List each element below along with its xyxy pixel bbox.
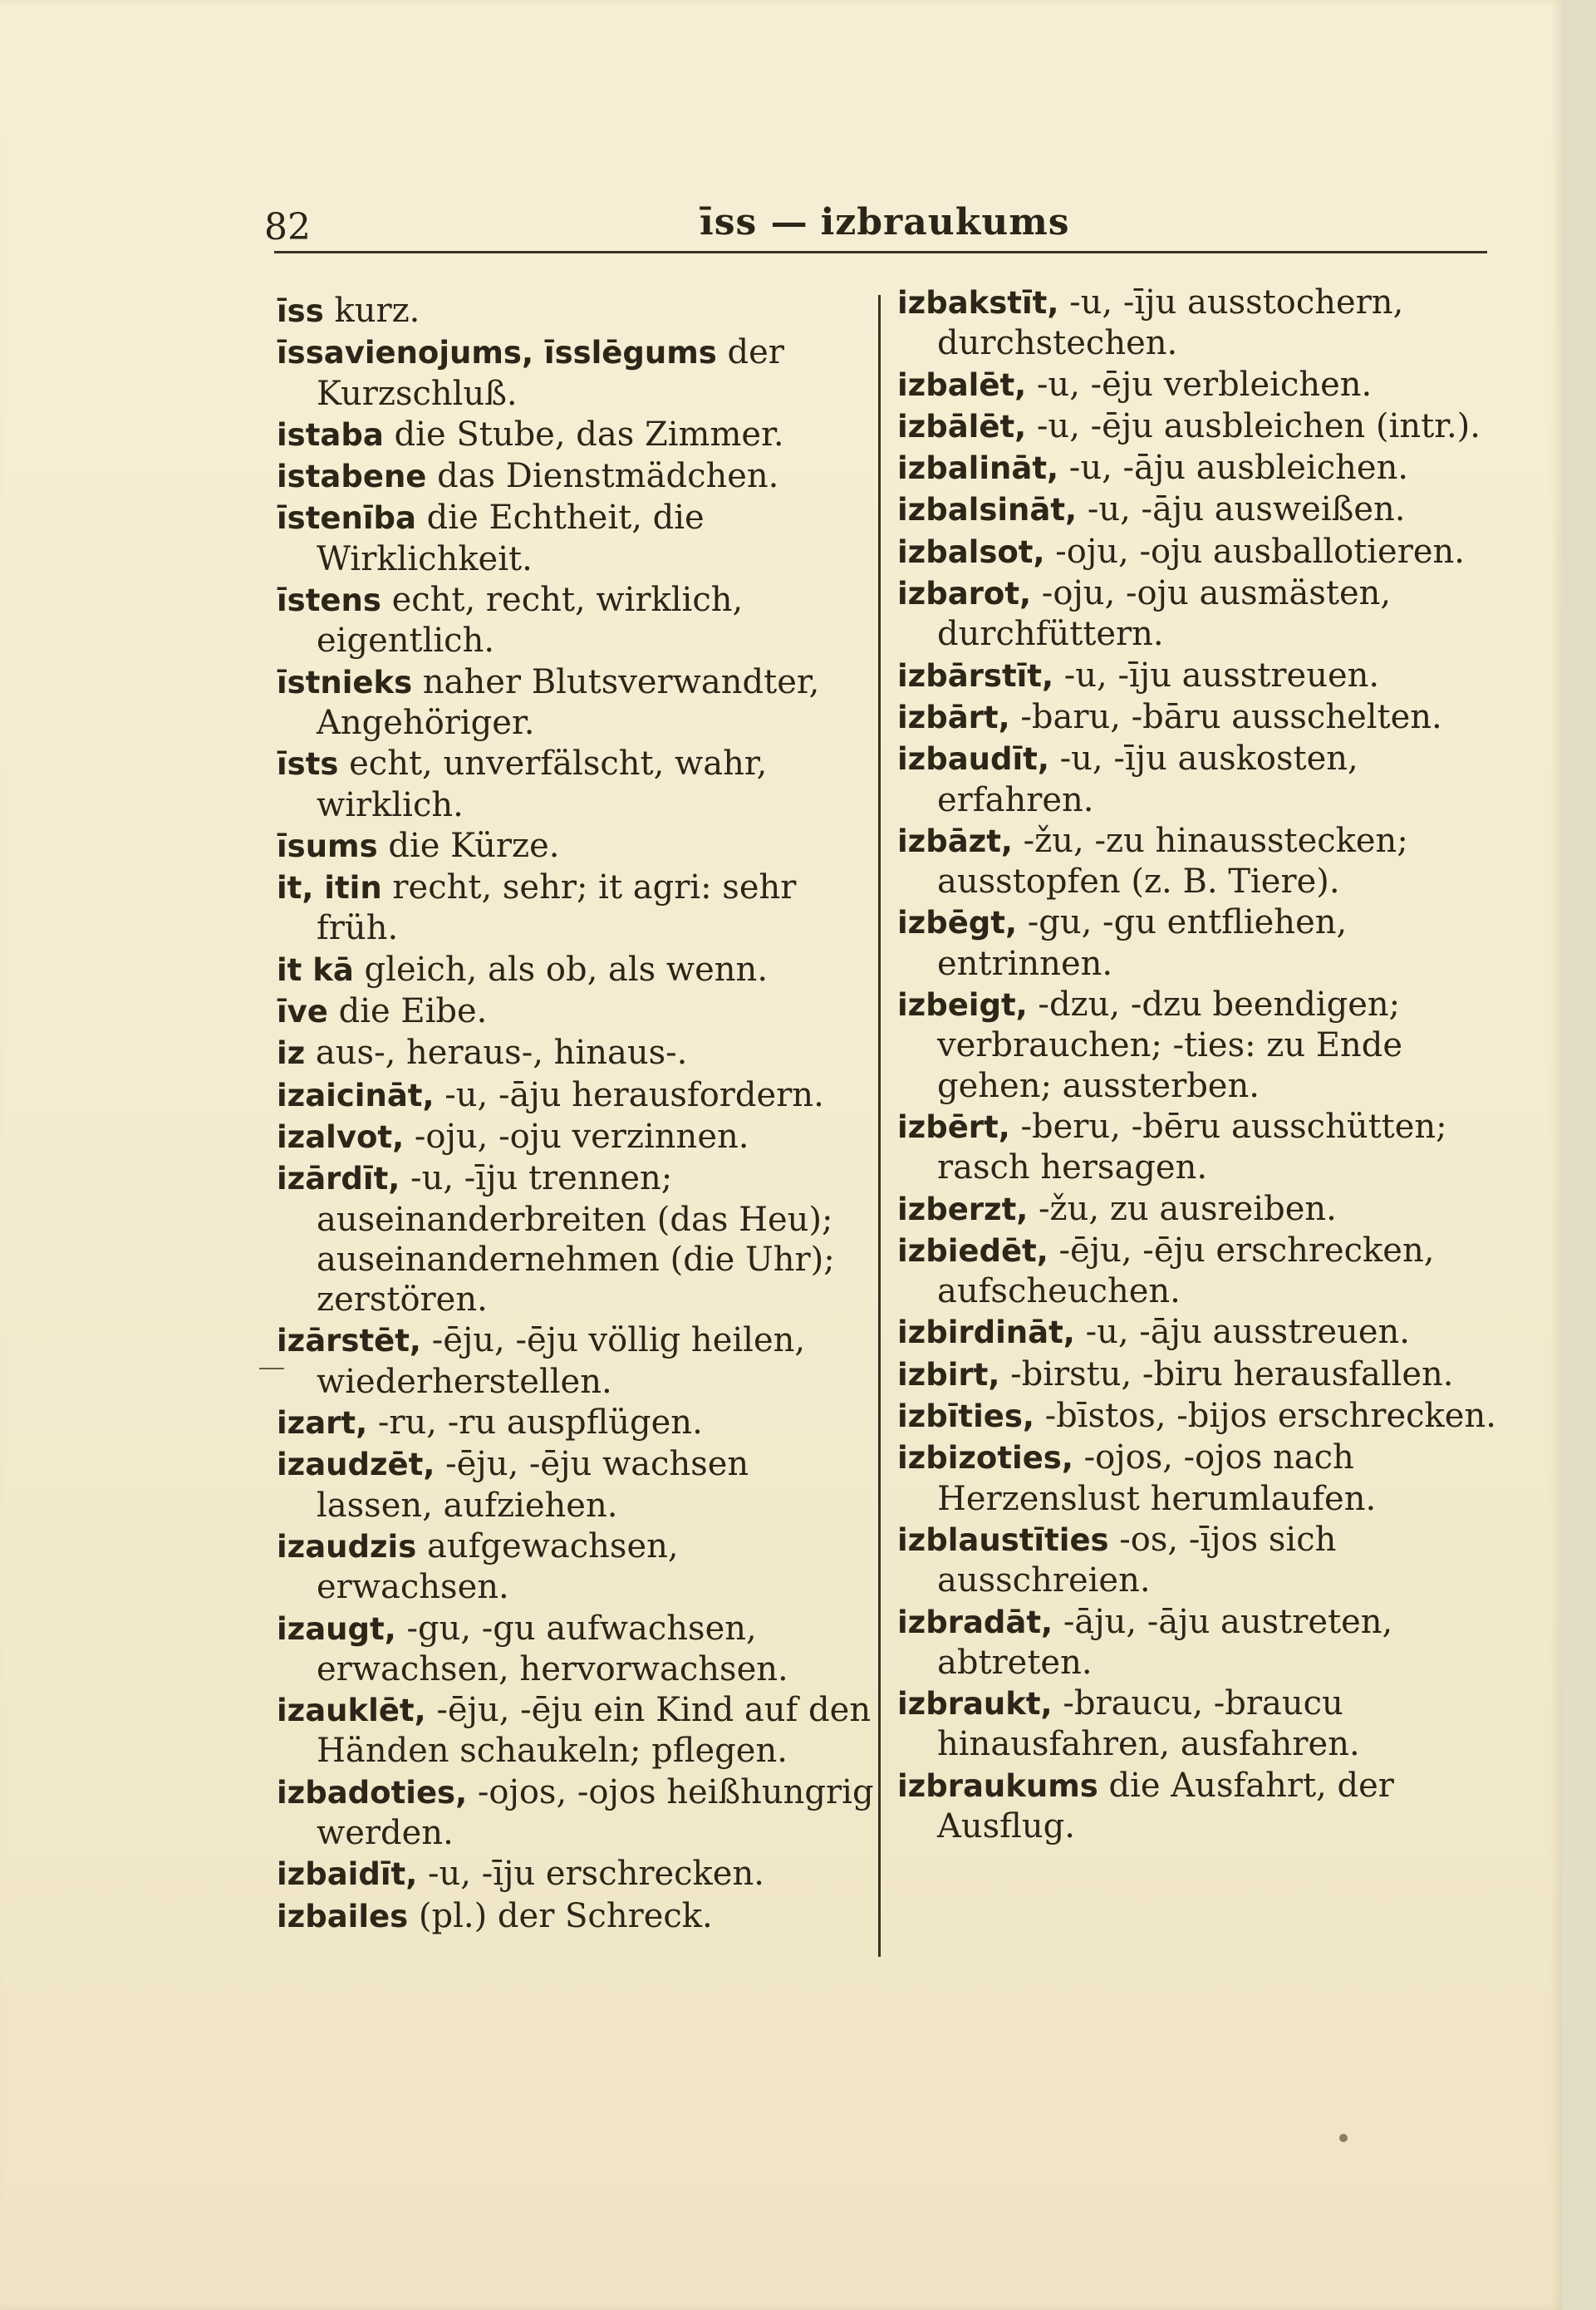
right-column xyxy=(897,283,1505,1847)
dictionary-entry xyxy=(897,985,1505,1106)
dictionary-entry xyxy=(897,448,1505,489)
definition: -u, -īju ausstreuen. xyxy=(1053,656,1380,695)
headword: iz xyxy=(277,1035,306,1072)
definition: -os, -ījos sich ausschreien. xyxy=(937,1520,1337,1600)
definition: -u, -īju ausstochern, durchstechen. xyxy=(937,283,1404,363)
headword: izbeigt, xyxy=(897,987,1028,1024)
ink-spot xyxy=(1339,2134,1348,2142)
definition: -ēju, -ēju erschrecken, aufscheuchen. xyxy=(937,1231,1435,1311)
definition: (pl.) der Schreck. xyxy=(408,1896,713,1935)
running-head xyxy=(700,201,1070,243)
headword: istaba xyxy=(277,416,384,453)
headword: izbalsināt, xyxy=(897,492,1078,528)
headword: izart, xyxy=(277,1405,368,1442)
headword: izārdīt, xyxy=(277,1161,400,1197)
definition: -u, -īju erschrecken. xyxy=(417,1855,764,1894)
dictionary-entry xyxy=(897,489,1505,530)
definition: -beru, -bēru ausschütten; rasch hersagen. xyxy=(937,1107,1447,1187)
dictionary-entry xyxy=(897,1312,1505,1353)
dictionary-entry xyxy=(277,1033,875,1074)
dictionary-entry xyxy=(277,950,875,990)
headword: izbalēt, xyxy=(897,366,1027,403)
definition: -ēju, -ēju ein Kind auf den Händen schaukeln; pflegen. xyxy=(317,1691,872,1771)
definition: die Ausfahrt, der Ausflug. xyxy=(937,1766,1394,1846)
definition: -bīstos, -bijos erschrecken. xyxy=(1034,1397,1496,1436)
dictionary-entry xyxy=(897,821,1505,902)
left-column xyxy=(277,291,875,1938)
dictionary-entry xyxy=(277,867,875,949)
dictionary-entry xyxy=(897,532,1505,573)
dictionary-entry xyxy=(277,332,875,414)
headword: izbraukt, xyxy=(897,1686,1053,1723)
headword: izaicināt, xyxy=(277,1077,435,1113)
definition: -u, -āju ausweißen. xyxy=(1077,490,1406,529)
dictionary-entry xyxy=(277,1320,875,1402)
page-number: 82 xyxy=(264,206,311,248)
definition: echt, unverfälscht, wahr, wirklich. xyxy=(317,745,768,824)
dictionary-entry xyxy=(277,291,875,332)
definition: -u, -īju trennen; auseinanderbreiten (das Heu); auseinandernehmen (die Uhr); zerstören. xyxy=(317,1159,835,1320)
headword: izārstēt, xyxy=(277,1323,421,1359)
definition: die Eibe. xyxy=(327,992,488,1031)
headword: izbaidīt, xyxy=(277,1856,418,1893)
running-head-right: izbraukums xyxy=(820,201,1070,243)
definition: -āju, -āju austreten, abtreten. xyxy=(937,1602,1393,1682)
headword: izbradāt, xyxy=(897,1604,1053,1640)
definition: das Dienstmädchen. xyxy=(426,457,779,496)
dictionary-entry xyxy=(897,1396,1505,1437)
definition: der Kurzschluß. xyxy=(317,333,784,413)
definition: -u, -āju herausfordern. xyxy=(434,1075,824,1114)
definition: -ēju, -ēju völlig heilen, wiederherstellen. xyxy=(317,1321,806,1401)
definition: -ojos, -ojos heißhungrig werden. xyxy=(317,1772,874,1852)
dictionary-entry xyxy=(277,1117,875,1157)
headword: izbīties, xyxy=(897,1398,1034,1435)
dictionary-entry xyxy=(897,1354,1505,1395)
headword: īstens xyxy=(277,582,381,619)
headword: it, itin xyxy=(277,870,382,907)
definition: aus-, heraus-, hinaus-. xyxy=(305,1034,688,1073)
definition: aufgewachsen, erwachsen. xyxy=(317,1526,679,1607)
headword: it kā xyxy=(277,951,354,988)
dictionary-entry xyxy=(277,662,875,744)
dictionary-entry xyxy=(897,1766,1505,1847)
definition: -ēju, -ēju wachsen lassen, aufziehen. xyxy=(317,1445,749,1525)
headword: izbālēt, xyxy=(897,408,1027,445)
definition: -žu, -zu hinausstecken; ausstopfen (z. B. Tiere). xyxy=(937,821,1408,902)
definition: -u, -ēju ausbleichen (intr.). xyxy=(1026,406,1481,445)
headword: izbirdināt, xyxy=(897,1315,1075,1351)
headword: īsts xyxy=(277,746,339,783)
headword: izblaustīties xyxy=(897,1521,1109,1558)
headword: izbirt, xyxy=(897,1356,1000,1393)
dictionary-entry xyxy=(897,1107,1505,1188)
dictionary-entry xyxy=(277,1526,875,1608)
definition: -oju, -oju ausmästen, durchfüttern. xyxy=(937,574,1392,654)
column-divider xyxy=(878,295,881,1957)
dictionary-entry xyxy=(277,1403,875,1443)
page-header xyxy=(264,201,1487,248)
headword: izbraukums xyxy=(897,1767,1098,1804)
dictionary-entry xyxy=(897,283,1505,364)
headword: izbalināt, xyxy=(897,450,1059,487)
headword: istabene xyxy=(277,459,427,495)
dictionary-entry xyxy=(277,1690,875,1772)
definition: -u, -īju auskosten, erfahren. xyxy=(937,740,1358,819)
definition: gleich, als ob, als wenn. xyxy=(353,950,769,989)
dictionary-entry xyxy=(897,739,1505,820)
definition: kurz. xyxy=(323,292,420,330)
definition: echt, recht, wirklich, eigentlich. xyxy=(317,581,744,661)
dictionary-entry xyxy=(897,1683,1505,1765)
headword: īve xyxy=(277,994,328,1030)
dictionary-entry xyxy=(277,1854,875,1895)
dictionary-entry xyxy=(277,826,875,867)
dictionary-entry xyxy=(277,1075,875,1116)
definition: die Kürze. xyxy=(377,826,560,865)
headword: izbadoties, xyxy=(277,1774,468,1811)
page-edge xyxy=(1562,0,1596,2310)
definition: die Stube, das Zimmer. xyxy=(383,415,784,454)
definition: -birstu, -biru herausfallen. xyxy=(999,1354,1454,1393)
headword: izbāzt, xyxy=(897,823,1013,859)
definition: -u, -āju ausbleichen. xyxy=(1058,449,1409,488)
headword: izaudzis xyxy=(277,1528,417,1565)
definition: -u, -ēju verbleichen. xyxy=(1026,365,1373,404)
dictionary-entry xyxy=(897,406,1505,447)
headword: īssavienojums, īsslēgums xyxy=(277,335,717,371)
dictionary-entry xyxy=(277,744,875,825)
headword: izbalsot, xyxy=(897,533,1045,570)
definition: -oju, -oju verzinnen. xyxy=(404,1117,749,1156)
definition: die Echtheit, die Wirklichkeit. xyxy=(317,499,705,578)
headword: izauklēt, xyxy=(277,1693,426,1729)
headword: izbarot, xyxy=(897,576,1032,612)
headword: īsums xyxy=(277,828,378,864)
headword: izbailes xyxy=(277,1898,409,1934)
dictionary-entry xyxy=(277,1158,875,1320)
dictionary-entry xyxy=(897,1602,1505,1683)
definition: -braucu, -braucu hinausfahren, ausfahren. xyxy=(937,1684,1360,1764)
headword: izbizoties, xyxy=(897,1440,1073,1477)
headword: izbaudīt, xyxy=(897,741,1049,778)
definition: -oju, -oju ausballotieren. xyxy=(1044,532,1465,571)
dictionary-entry xyxy=(897,573,1505,655)
definition: naher Blutsverwandter, Angehöriger. xyxy=(317,662,820,742)
definition: -dzu, -dzu beendigen; verbrauchen; -ties: zu Ende gehen; aussterben. xyxy=(937,985,1403,1105)
headword: izbēgt, xyxy=(897,905,1018,941)
headword: izaugt, xyxy=(277,1610,396,1647)
definition: -gu, -gu entfliehen, entrinnen. xyxy=(937,903,1348,983)
dictionary-entry xyxy=(897,697,1505,738)
headword: īstnieks xyxy=(277,664,413,700)
dictionary-entry xyxy=(897,1231,1505,1312)
dictionary-entry xyxy=(277,1896,875,1937)
dictionary-entry xyxy=(277,1609,875,1690)
definition: -ru, -ru auspflügen. xyxy=(367,1403,703,1443)
dictionary-entry xyxy=(897,1520,1505,1601)
dictionary-entry xyxy=(897,1438,1505,1519)
dictionary-entry xyxy=(897,365,1505,405)
headword: izbērt, xyxy=(897,1108,1010,1145)
definition: -žu, zu ausreiben. xyxy=(1028,1189,1337,1228)
definition: -gu, -gu aufwachsen, erwachsen, hervorwachsen. xyxy=(317,1609,788,1688)
dictionary-entry xyxy=(277,498,875,579)
headword: īss xyxy=(277,293,324,329)
dictionary-entry xyxy=(277,1444,875,1526)
header-rule xyxy=(274,251,1487,253)
headword: izbiedēt, xyxy=(897,1232,1048,1269)
definition: recht, sehr; it agri: sehr früh. xyxy=(317,868,797,948)
dictionary-entry xyxy=(277,1772,875,1854)
dictionary-entry xyxy=(897,1189,1505,1230)
dictionary-entry xyxy=(277,580,875,661)
headword: izalvot, xyxy=(277,1118,405,1155)
running-head-left: īss — xyxy=(700,201,808,243)
headword: izbārt, xyxy=(897,699,1010,735)
definition: -u, -āju ausstreuen. xyxy=(1074,1313,1410,1352)
dictionary-entry xyxy=(277,415,875,455)
headword: īstenība xyxy=(277,500,416,537)
dictionary-entry xyxy=(277,456,875,497)
headword: izbakstīt, xyxy=(897,285,1059,321)
definition: -ojos, -ojos nach Herzenslust herumlaufen. xyxy=(937,1438,1377,1518)
dictionary-entry xyxy=(897,656,1505,696)
dictionary-entry xyxy=(897,902,1505,984)
definition: -baru, -bāru ausschelten. xyxy=(1009,697,1442,736)
headword: izaudzēt, xyxy=(277,1447,435,1483)
headword: izberzt, xyxy=(897,1191,1029,1227)
headword: izbārstīt, xyxy=(897,657,1054,694)
dictionary-entry xyxy=(277,991,875,1032)
